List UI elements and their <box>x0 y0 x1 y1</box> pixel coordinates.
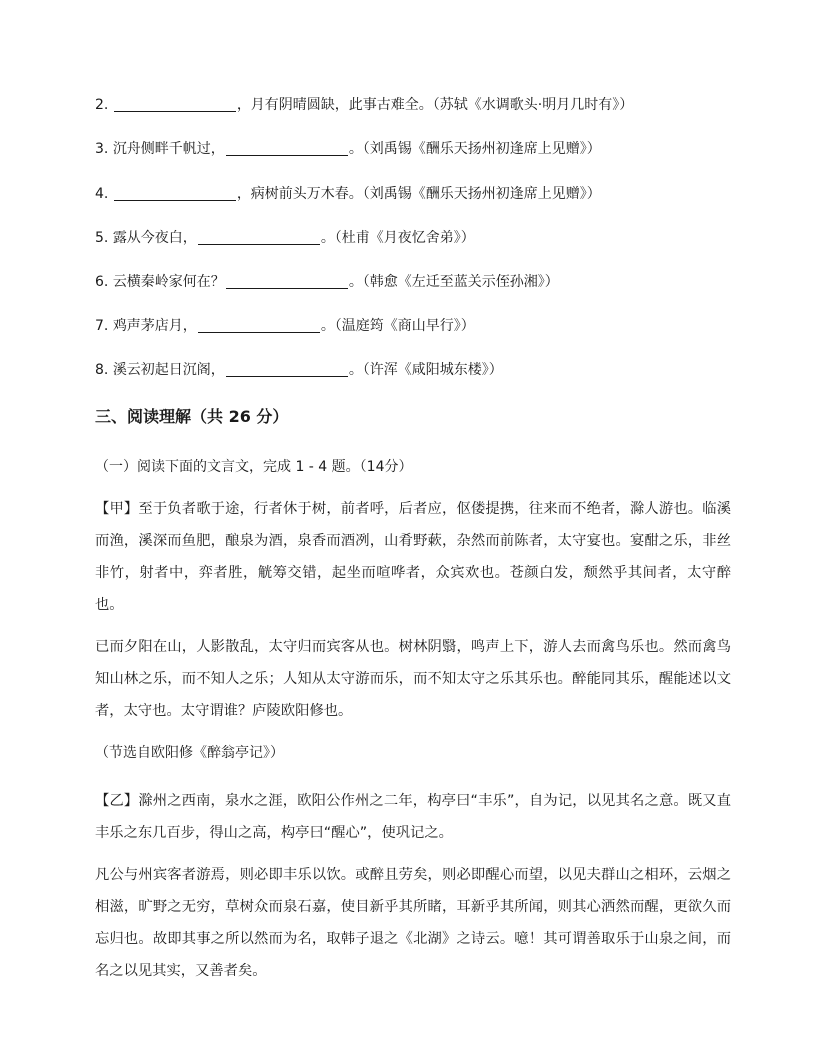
fill-item-4 <box>95 184 726 204</box>
passage-yi-paragraph-2: 凡公与州宾客者游焉，则必即丰乐以饮。或醉且劳矣，则必即醒心而望，以见夫群山之相环，云烟之相滋，旷野之无穷，草树众而泉石嘉，使目新乎其所睹，耳新乎其所闻，则其心洒然而醒，更欲久而忘归也。故即其事之所以然而为名，取韩子退之《北湖》之诗云。噫！其可谓善取乐于山泉之间，而名之以见其实，又善者矣。 <box>95 867 731 979</box>
answer-blank[interactable] <box>226 141 348 156</box>
fill-item-5 <box>95 228 726 248</box>
answer-blank[interactable] <box>114 186 236 201</box>
item-text-after: 。（杜甫《月夜忆舍弟》） <box>320 230 475 246</box>
answer-blank[interactable] <box>114 97 236 112</box>
fill-item-2 <box>95 95 726 115</box>
passage-text: 滁州之西南，泉水之涯，欧阳公作州之二年，构亭曰“丰乐”，自为记，以见其名之意。既又直丰乐之东几百步，得山之高，构亭曰“醒心”，使巩记之。 <box>95 793 732 841</box>
answer-blank[interactable] <box>198 318 320 333</box>
fill-item-3 <box>95 139 726 159</box>
item-text-before: 云横秦岭家何在？ <box>112 274 225 290</box>
item-text-after: ，月有阴晴圆缺，此事古难全。（苏轼《水调歌头·明月几时有》） <box>236 97 634 113</box>
item-text-before: 鸡声茅店月， <box>112 318 197 334</box>
item-number: 7. <box>95 318 109 334</box>
sub-section-title: （一）阅读下面的文言文，完成 1 - 4 题。（14分） <box>95 459 413 475</box>
passage-yi-paragraph-1 <box>95 785 731 849</box>
item-number: 6. <box>95 274 109 290</box>
item-text-before: 露从今夜白， <box>112 230 197 246</box>
item-number: 8. <box>95 362 109 378</box>
passage-marker-jia: 【甲】 <box>95 501 139 517</box>
passage-jia-paragraph-2: 已而夕阳在山，人影散乱，太守归而宾客从也。树林阴翳，鸣声上下，游人去而禽鸟乐也。然而禽鸟知山林之乐，而不知人之乐；人知从太守游而乐，而不知太守之乐其乐也。醉能同其乐，醒能述以文者，太守也。太守谓谁？庐陵欧阳修也。 <box>95 639 731 719</box>
item-text-after: 。（刘禹锡《酬乐天扬州初逢席上见赠》） <box>348 141 601 157</box>
fill-item-7 <box>95 316 726 336</box>
answer-blank[interactable] <box>198 230 320 245</box>
passage-text: 至于负者歌于途，行者休于树，前者呼，后者应，伛偻提携，往来而不绝者，滁人游也。临溪而渔，溪深而鱼肥，酿泉为酒，泉香而酒冽，山肴野蔌，杂然而前陈者，太守宴也。宴酣之乐，非丝非竹，射者中，弈者胜，觥筹交错，起坐而喧哗者，众宾欢也。苍颜白发，颓然乎其间者，太守醉也。 <box>95 501 731 613</box>
item-text-after: ，病树前头万木春。（刘禹锡《酬乐天扬州初逢席上见赠》） <box>236 186 601 202</box>
passage-marker-yi: 【乙】 <box>95 793 139 809</box>
answer-blank[interactable] <box>226 274 348 289</box>
section-title: 三、阅读理解（共 26 分） <box>95 407 289 426</box>
answer-blank[interactable] <box>226 362 348 377</box>
item-text-before: 沉舟侧畔千帆过， <box>112 141 225 157</box>
passage-source: （节选自欧阳修《醉翁亭记》） <box>95 745 284 761</box>
item-number: 5. <box>95 230 109 246</box>
passage-jia-paragraph-1 <box>95 493 731 621</box>
item-text-after: 。（温庭筠《商山早行》） <box>320 318 475 334</box>
item-text-after: 。（韩愈《左迁至蓝关示侄孙湘》） <box>348 274 559 290</box>
fill-item-8 <box>95 360 726 380</box>
item-number: 4. <box>95 186 109 202</box>
item-text-before: 溪云初起日沉阁， <box>112 362 225 378</box>
item-text-after: 。（许浑《咸阳城东楼》） <box>348 362 503 378</box>
fill-item-6 <box>95 272 726 292</box>
item-number: 3. <box>95 141 109 157</box>
item-number: 2. <box>95 97 109 113</box>
